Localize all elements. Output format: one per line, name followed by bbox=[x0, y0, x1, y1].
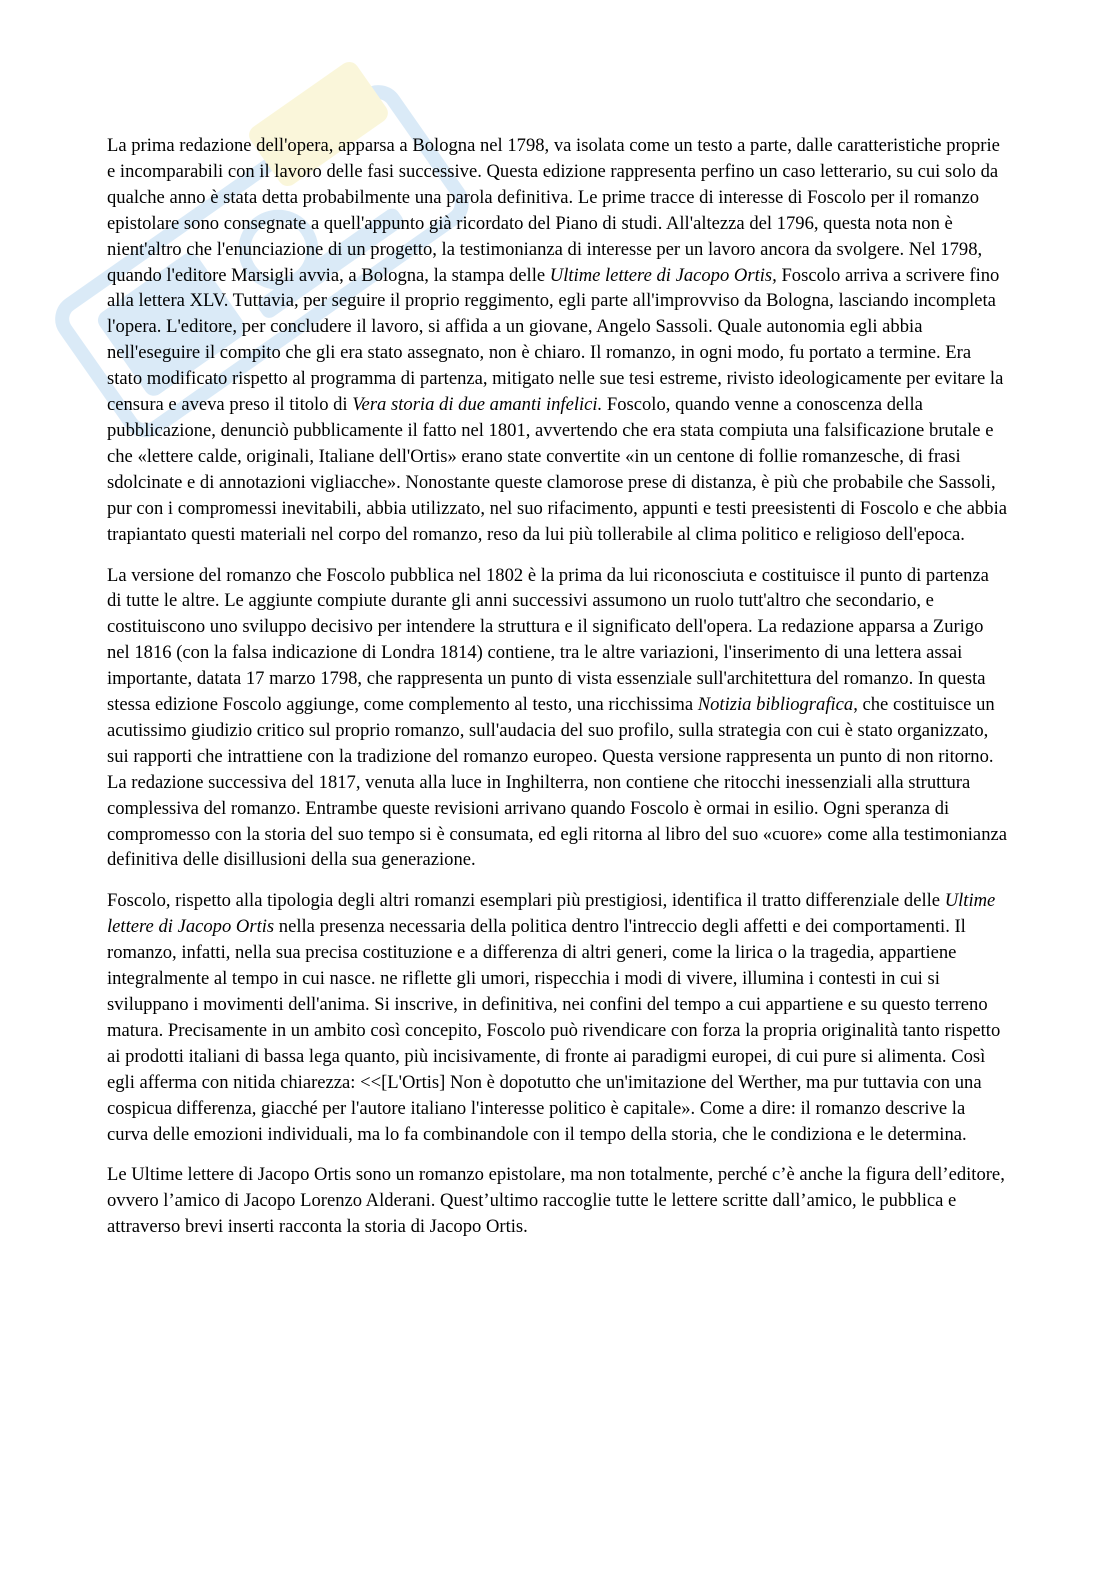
paragraph-text: Foscolo, rispetto alla tipologia degli altri romanzi esemplari più prestigiosi, identifica il tratto differenziale delle bbox=[107, 890, 945, 912]
paragraph-text: Foscolo, quando venne a conoscenza della pubblicazione, denunciò pubblicamente il fatto nel 1801, avvertendo che era stata compiuta una falsificazione brutale e che «lettere calde, originali, Italiane dell'Ortis» erano state convertite «in un centone di follie romanzesche, di frasi sdolcinate e di annotazioni vigliacche». Nonostante queste clamorose prese di distanza, è più che probabile che Sassoli, pur con i compromessi inevitabili, abbia utilizzato, nel suo rifacimento, appunti e testi preesistenti di Foscolo e che abbia trapiantato questi materiali nel corpo del romanzo, reso da lui più tollerabile al clima politico e religioso dell'epoca. bbox=[107, 394, 1008, 545]
italic-title: Notizia bibliografica bbox=[697, 694, 854, 716]
italic-title: Ultime lettere di Jacopo Ortis, bbox=[549, 264, 777, 286]
paragraph-text: La prima redazione dell'opera, apparsa a Bologna nel 1798, va isolata come un testo a parte, dalle caratteristiche proprie e incomparabili con il lavoro delle fasi successive. Questa edizione rappresenta perfino un caso letterario, su cui solo da qualche anno è stata detta probabilmente una parola definitiva. Le prime tracce di interesse di Foscolo per il romanzo epistolare sono consegnate a quell'appunto già ricordato del Piano di studi. All'altezza del 1796, questa nota non è nient'altro che l'enunciazione di un progetto, la testimonianza di interesse per un lavoro ancora da svolgere. Nel 1798, quando l'editore Marsigli avvia, a Bologna, la stampa delle bbox=[107, 135, 1000, 286]
paragraph-text: , che costituisce un acutissimo giudizio critico sul proprio romanzo, sull'audacia del suo profilo, sulla strategia con cui è stato organizzato, sui rapporti che intrattiene con la tradizione del romanzo europeo. Questa versione rappresenta un punto di non ritorno. La redazione successiva del 1817, venuta alla luce in Inghilterra, non contiene che ritocchi inessenziali alla struttura complessiva del romanzo. Entrambe queste revisioni arrivano quando Foscolo è ormai in esilio. Ogni speranza di compromesso con la storia del suo tempo si è consumata, ed egli ritorna al libro del suo «cuore» come alla testimonianza definitiva delle disillusioni della sua generazione. bbox=[107, 694, 1007, 871]
paragraph-3 bbox=[107, 888, 1007, 1147]
paragraph-2 bbox=[107, 563, 1007, 874]
paragraph-text: nella presenza necessaria della politica dentro l'intreccio degli affetti e dei comportamenti. Il romanzo, infatti, nella sua precisa costituzione e a differenza di altri generi, come la lirica o la tragedia, appartiene integralmente al tempo in cui nasce. ne riflette gli umori, rispecchia i modi di vivere, illumina i contesti in cui si sviluppano i movimenti dell'anima. Si inscrive, in definitiva, nei confini del tempo a cui appartiene e su questo terreno matura. Precisamente in un ambito così concepito, Foscolo può rivendicare con forza la propria originalità tanto rispetto ai prodotti italiani di bassa lega quanto, più incisivamente, di fronte ai paradigmi europei, di cui pure si alimenta. Così egli afferma con nitida chiarezza: <<[L'Ortis] Non è dopotutto che un'imitazione del Werther, ma pur tuttavia con una cospicua differenza, giacché per l'autore italiano l'interesse politico è capitale». Come a dire: il romanzo descrive la curva delle emozioni individuali, ma lo fa combinandole con il tempo della storia, che le condiziona e le determina. bbox=[107, 916, 1001, 1145]
italic-title: Vera storia di due amanti infelici. bbox=[352, 394, 603, 416]
italic-title: Ultime lettere di Jacopo Ortis bbox=[107, 890, 996, 938]
paragraph-1 bbox=[107, 133, 1007, 548]
paragraph-4 bbox=[107, 1162, 1007, 1240]
paragraph-text: La versione del romanzo che Foscolo pubblica nel 1802 è la prima da lui riconosciuta e costituisce il punto di partenza di tutte le altre. Le aggiunte compiute durante gli anni successivi assumono un ruolo tutt'altro che secondario, e costituiscono uno sviluppo decisivo per intendere la struttura e il significato dell'opera. La redazione apparsa a Zurigo nel 1816 (con la falsa indicazione di Londra 1814) contiene, tra le altre variazioni, l'inserimento di una lettera assai importante, datata 17 marzo 1798, che rappresenta un punto di vista essenziale sull'architettura del romanzo. In questa stessa edizione Foscolo aggiunge, come complemento al testo, una ricchissima bbox=[107, 564, 989, 716]
paragraph-text: Foscolo arriva a scrivere fino alla lettera XLV. Tuttavia, per seguire il proprio reggimento, egli parte all'improvviso da Bologna, lasciando incompleta l'opera. L'editore, per concludere il lavoro, si affida a un giovane, Angelo Sassoli. Quale autonomia egli abbia nell'eseguire il compito che gli era stato assegnato, non è chiaro. Il romanzo, in ogni modo, fu portato a termine. Era stato modificato rispetto al programma di partenza, mitigato nelle sue tesi estreme, rivisto ideologicamente per evitare la censura e aveva preso il titolo di bbox=[107, 264, 1004, 416]
paragraph-text: Le Ultime lettere di Jacopo Ortis sono un romanzo epistolare, ma non totalmente, perché c’è anche la figura dell’editore, ovvero l’amico di Jacopo Lorenzo Alderani. Quest’ultimo raccoglie tutte le lettere scritte dall’amico, le pubblica e attraverso brevi inserti racconta la storia di Jacopo Ortis. bbox=[107, 1164, 1005, 1238]
document-body bbox=[107, 133, 1007, 1255]
